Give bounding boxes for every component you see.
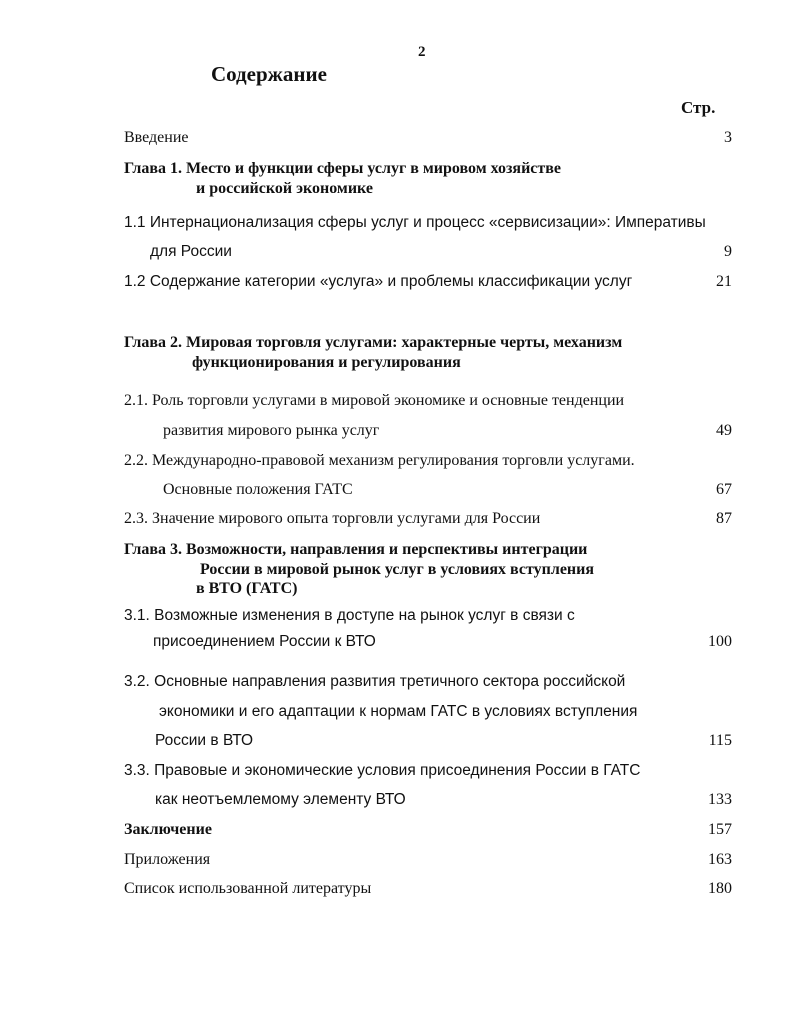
toc-3-3-label-cont: как неотъемлемому элементу ВТО [155,791,406,808]
toc-2-1-label-cont: развития мирового рынка услуг [163,422,380,439]
chapter-2-heading-cont: функционирования и регулирования [192,354,461,371]
toc-2-1-page: 49 [716,422,732,439]
toc-intro-label: Введение [124,129,189,146]
toc-2-3-page: 87 [716,510,732,527]
toc-3-1-label-cont: присоединением России к ВТО [153,633,376,650]
toc-2-3-label: 2.3. Значение мирового опыта торговли услугами для России [124,510,541,527]
toc-3-2-page: 115 [708,732,732,749]
toc-intro-page: 3 [724,129,732,146]
toc-2-2-page: 67 [716,481,732,498]
toc-1-1-label-cont: для России [150,243,232,260]
chapter-1-heading-cont: и российской экономике [196,180,373,197]
chapter-2-heading: Глава 2. Мировая торговля услугами: характерные черты, механизм [124,334,623,351]
toc-3-1-page: 100 [708,633,732,650]
toc-appendix-page: 163 [708,851,732,868]
toc-3-2-label-cont: экономики и его адаптации к нормам ГАТС в условиях вступления [159,703,638,720]
toc-3-2-label: 3.2. Основные направления развития третичного сектора российской [124,673,626,690]
toc-1-1-label: 1.1 Интернационализация сферы услуг и процесс «сервисизации»: Императивы [124,214,706,231]
page-number: 2 [418,44,426,60]
page-title: Содержание [211,62,327,86]
chapter-3-heading-cont: России в мировой рынок услуг в условиях вступления [200,561,595,578]
chapter-1-heading: Глава 1. Место и функции сферы услуг в мировом хозяйстве [124,160,561,177]
toc-3-3-page: 133 [708,791,732,808]
toc-3-1-label: 3.1. Возможные изменения в доступе на рынок услуг в связи с [124,607,575,624]
toc-1-2-page: 21 [716,273,732,290]
toc-2-1-label: 2.1. Роль торговли услугами в мировой экономике и основные тенденции [124,392,625,409]
page-column-header: Стр. [681,98,716,117]
toc-3-2-label-cont-2: России в ВТО [155,732,254,749]
toc-1-1-page: 9 [724,243,732,260]
chapter-3-heading-cont-2: в ВТО (ГАТС) [196,580,298,597]
chapter-3-heading: Глава 3. Возможности, направления и перспективы интеграции [124,541,588,558]
toc-appendix-label: Приложения [124,851,211,868]
toc-references-label: Список использованной литературы [124,880,372,897]
toc-3-3-label: 3.3. Правовые и экономические условия присоединения России в ГАТС [124,762,641,779]
toc-references-page: 180 [708,880,732,897]
toc-conclusion-label: Заключение [124,821,212,838]
toc-1-2-label: 1.2 Содержание категории «услуга» и проблемы классификации услуг [124,273,633,290]
toc-conclusion-page: 157 [708,821,732,838]
toc-2-2-label-cont: Основные положения ГАТС [163,481,353,498]
toc-2-2-label: 2.2. Международно-правовой механизм регулирования торговли услугами. [124,452,635,469]
